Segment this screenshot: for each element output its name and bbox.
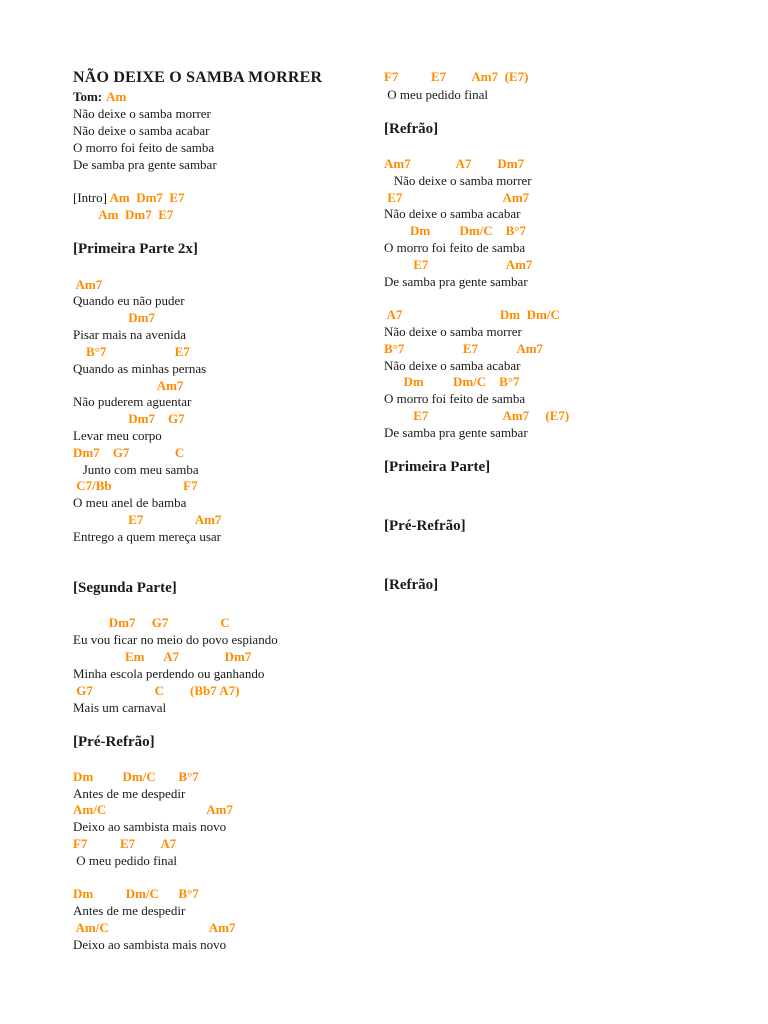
- chord-line: Dm Dm/C B°7: [384, 223, 527, 238]
- intro-lyric: Não deixe o samba acabar: [73, 123, 210, 138]
- chord-line: E7 Am7 (E7): [384, 408, 570, 423]
- song-title: NÃO DEIXE O SAMBA MORRER: [73, 69, 323, 86]
- chord-line: F7 E7 Am7 (E7): [384, 69, 529, 84]
- chord-line: Dm Dm/C B°7: [73, 769, 199, 784]
- lyric-line: Quando eu não puder: [73, 293, 185, 308]
- lyric-line: Quando as minhas pernas: [73, 361, 207, 376]
- lyric-line: Deixo ao sambista mais novo: [73, 819, 227, 834]
- chord-line: B°7 E7 Am7: [384, 341, 544, 356]
- chord-line: Em A7 Dm7: [73, 649, 252, 664]
- lyric-line: Levar meu corpo: [73, 428, 162, 443]
- lyric-line: Antes de me despedir: [73, 903, 186, 918]
- lyric-line: Não puderem aguentar: [73, 394, 192, 409]
- intro-chords: Am Dm7 E7: [106, 190, 185, 205]
- intro-lyric: Não deixe o samba morrer: [73, 106, 211, 121]
- lyric-line: Pisar mais na avenida: [73, 327, 186, 342]
- chord-line: Dm7: [73, 310, 155, 325]
- chord-line: F7 E7 A7: [73, 836, 177, 851]
- lyric-line: O meu pedido final: [384, 87, 488, 102]
- lyric-line: Não deixe o samba acabar: [384, 358, 521, 373]
- lyric-line: O morro foi feito de samba: [384, 240, 526, 255]
- intro-chords: Am Dm7 E7: [73, 207, 174, 222]
- lyric-line: Eu vou ficar no meio do povo espiando: [73, 632, 278, 647]
- chord-line: Dm7 G7: [73, 411, 185, 426]
- lyric-line: Não deixe o samba morrer: [384, 324, 522, 339]
- chord-line: Dm7 G7 C: [73, 445, 185, 460]
- chord-line: Am/C Am7: [73, 802, 233, 817]
- lyric-line: Não deixe o samba morrer: [384, 173, 532, 188]
- lyric-line: De samba pra gente sambar: [384, 274, 528, 289]
- lyric-line: O meu pedido final: [73, 853, 177, 868]
- chord-line: E7 Am7: [73, 512, 222, 527]
- intro-lyric: O morro foi feito de samba: [73, 140, 215, 155]
- chord-line: Am7 A7 Dm7: [384, 156, 525, 171]
- lyric-line: Antes de me despedir: [73, 786, 186, 801]
- section-ref-primeira-parte: [Primeira Parte]: [384, 459, 491, 475]
- chord-line: G7 C (Bb7 A7): [73, 683, 240, 698]
- chord-line: Dm Dm/C B°7: [73, 886, 199, 901]
- lyric-line: O meu anel de bamba: [73, 495, 187, 510]
- lyric-line: De samba pra gente sambar: [384, 425, 528, 440]
- chord-line: Am7: [73, 277, 103, 292]
- intro-line: [73, 190, 185, 206]
- chord-line: E7 Am7: [384, 190, 530, 205]
- intro-label: [Intro]: [73, 190, 107, 205]
- chord-line: Dm7 G7 C: [73, 615, 230, 630]
- chord-line: Dm Dm/C B°7: [384, 374, 520, 389]
- section-ref-pre-refrao: [Pré-Refrão]: [384, 518, 466, 534]
- lyric-line: Entrego a quem mereça usar: [73, 529, 221, 544]
- intro-lyric: De samba pra gente sambar: [73, 157, 217, 172]
- tom-line: [73, 89, 126, 105]
- tom-label: Tom:: [73, 89, 103, 104]
- lyric-line: Junto com meu samba: [73, 462, 199, 477]
- lyric-line: Deixo ao sambista mais novo: [73, 937, 227, 952]
- section-title-refrao: [Refrão]: [384, 121, 439, 137]
- lyric-line: Mais um carnaval: [73, 700, 167, 715]
- chord-line: C7/Bb F7: [73, 478, 198, 493]
- lyric-line: Minha escola perdendo ou ganhando: [73, 666, 265, 681]
- lyric-line: Não deixe o samba acabar: [384, 206, 521, 221]
- chord-line: Am/C Am7: [73, 920, 236, 935]
- section-ref-refrao: [Refrão]: [384, 577, 439, 593]
- lyric-line: O morro foi feito de samba: [384, 391, 526, 406]
- section-title-segunda-parte: [Segunda Parte]: [73, 580, 177, 596]
- chord-line: E7 Am7: [384, 257, 533, 272]
- chord-line: Am7: [73, 378, 184, 393]
- section-title-pre-refrao: [Pré-Refrão]: [73, 734, 155, 750]
- chord-line: A7 Dm Dm/C: [384, 307, 560, 322]
- chord-line: B°7 E7: [73, 344, 190, 359]
- tom-value: Am: [106, 89, 127, 104]
- section-title-primeira-parte: [Primeira Parte 2x]: [73, 241, 198, 257]
